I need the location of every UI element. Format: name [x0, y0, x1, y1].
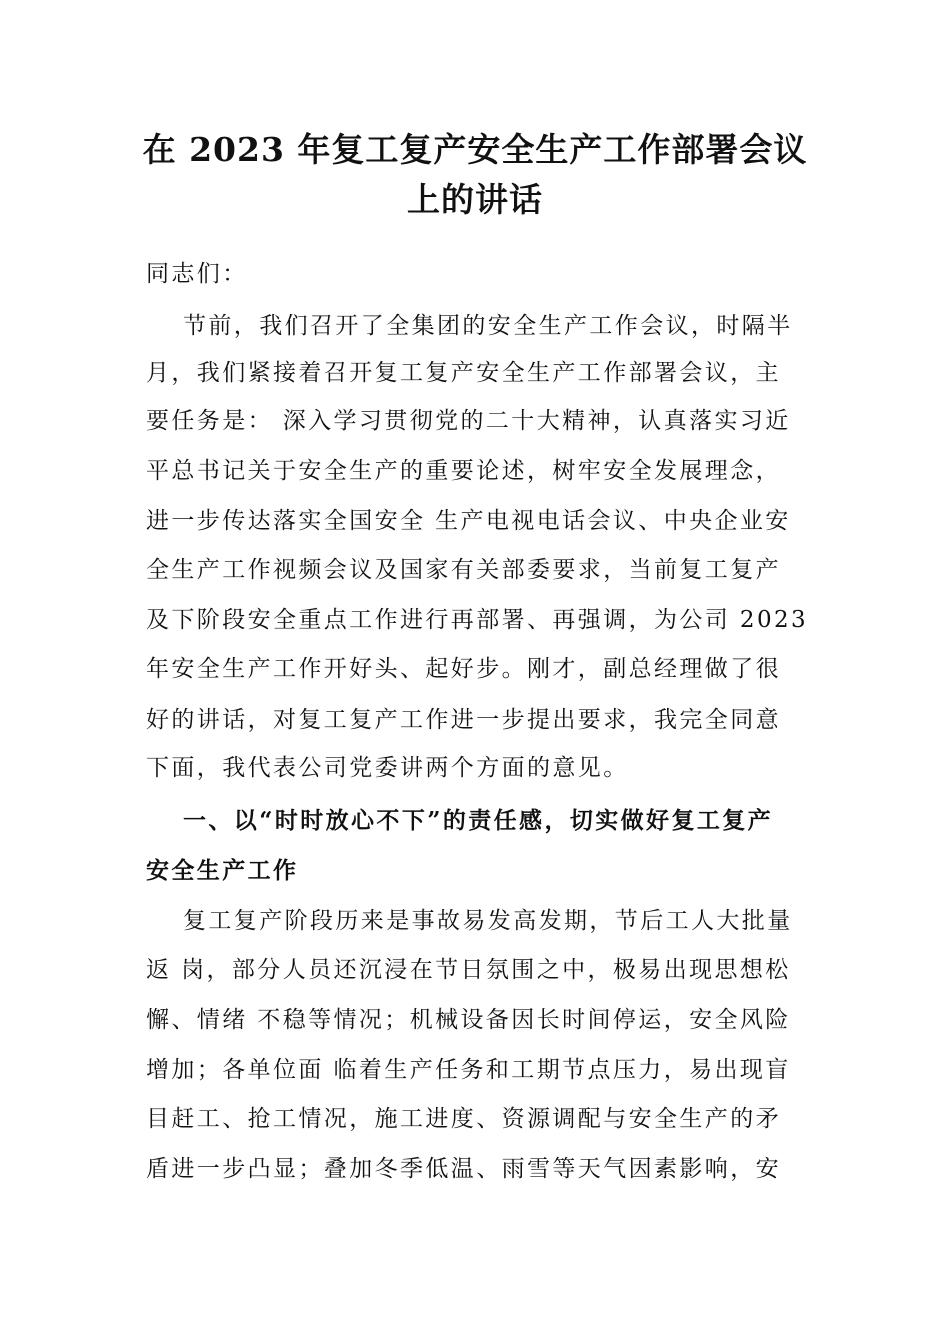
- paragraph1-line: 要任务是： 深入学习贯彻党的二十大精神，认真落实习近: [146, 408, 791, 434]
- document-title-line-2: 上的讲话: [407, 180, 543, 219]
- paragraph1-line: 平总书记关于安全生产的重要论述，树牢安全发展理念，: [146, 458, 781, 484]
- paragraph1-line: 全生产工作视频会议及国家有关部委要求，当前复工复产: [146, 557, 781, 583]
- salutation: 同志们：: [146, 261, 248, 287]
- paragraph2-line: 返 岗，部分人员还沉浸在节日氛围之中，极易出现思想松: [146, 957, 791, 983]
- paragraph1-line: 年安全生产工作开好头、起好步。刚才，副总经理做了很: [146, 656, 781, 682]
- paragraph2-line: 目赶工、抢工情况，施工进度、资源调配与安全生产的矛: [146, 1106, 781, 1132]
- paragraph1-line: 进一步传达落实全国安全 生产电视电话会议、中央企业安: [146, 508, 791, 534]
- section-heading-1-line-1: 一、以“时时放心不下”的责任感，切实做好复工复产: [183, 807, 774, 834]
- paragraph1-line: 下面，我代表公司党委讲两个方面的意见。: [146, 755, 629, 781]
- paragraph2-line: 盾进一步凸显；叠加冬季低温、雨雪等天气因素影响，安: [146, 1156, 781, 1182]
- document-title-line-1: 在 2023 年复工复产安全生产工作部署会议: [142, 130, 808, 169]
- paragraph2-line: 增加；各单位面 临着生产任务和工期节点压力，易出现盲: [146, 1057, 791, 1083]
- paragraph1-line: 月，我们紧接着召开复工复产安全生产工作部署会议，主: [146, 360, 781, 386]
- paragraph2-line: 复工复产阶段历来是事故易发高发期，节后工人大批量: [183, 908, 793, 934]
- section-heading-1-line-2: 安全生产工作: [146, 857, 299, 884]
- paragraph1-line: 及下阶段安全重点工作进行再部署、再强调，为公司 2023: [146, 607, 809, 633]
- paragraph1-line: 好的讲话，对复工复产工作进一步提出要求，我完全同意: [146, 707, 781, 733]
- paragraph1-line: 节前，我们召开了全集团的安全生产工作会议，时隔半: [183, 313, 793, 339]
- paragraph2-line: 懈、情绪 不稳等情况；机械设备因长时间停运，安全风险: [146, 1007, 791, 1033]
